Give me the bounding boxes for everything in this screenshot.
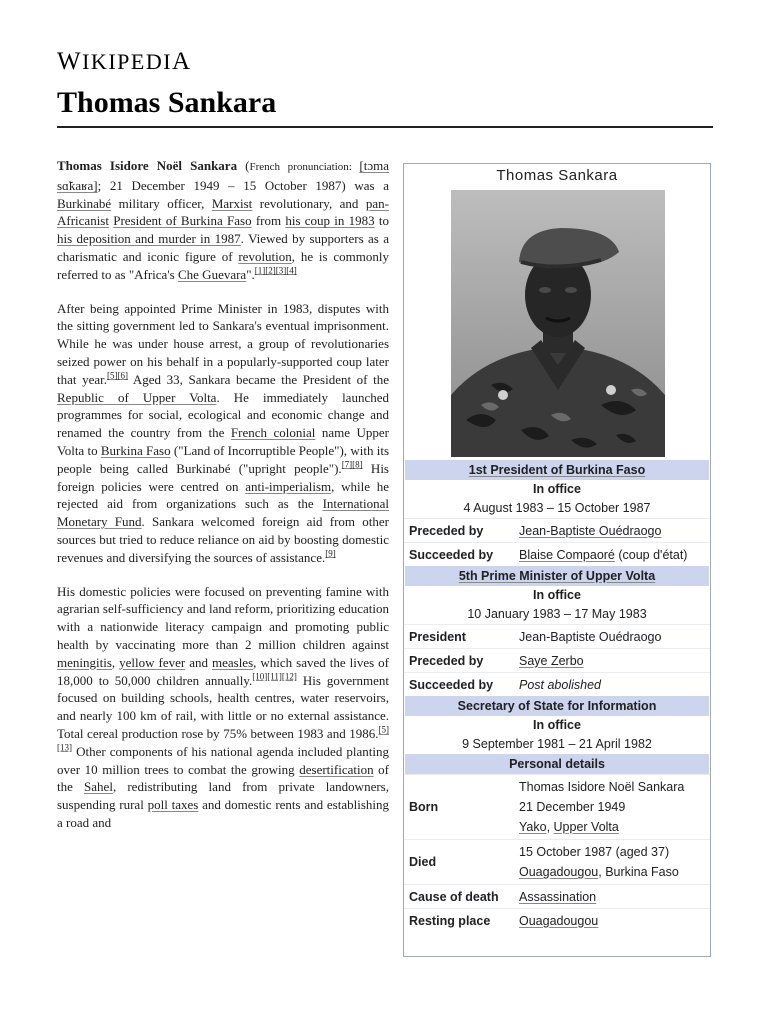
portrait-image [451,190,665,457]
link-republic-of-upper-volta[interactable]: Republic of Upper Volta [57,389,217,405]
wikipedia-wordmark[interactable] [57,48,192,76]
lead-paragraph-3: His domestic policies were focused on preventing famine with agrarian self-sufficiency and land reform, prioritizing education with a nationwide literacy campaign and promoting public health by vaccinating more than 2 million children against meningitis, yellow fever and measles, which saved the lives of 18,000 to 50,000 children annually.[10][11][12] His government focused on building schools, health centres, water reservoirs, and nearly 100 km of rail, with little or no external assistance. Total cereal production rose by 75% between 1983 and 1986.[5][13] Other components of his national agenda included planting over 10 million trees to combat the growing desertification of the Sahel, redistributing land from private landowners, suspending rural poll taxes and domestic rents and establishing a road and [57,583,390,830]
title-divider [57,126,713,128]
term-dates: 10 January 1983 – 17 May 1983 [467,607,647,621]
link-french-colonial[interactable]: French colonial [230,425,316,441]
wordmark-letters: IKIPEDI [82,49,173,74]
link-meningitis[interactable]: meningitis [57,654,112,670]
link-upper-volta[interactable]: Upper Volta [553,820,619,834]
link-poll-taxes[interactable]: poll taxes [147,797,199,813]
succeeded-by-row: Succeeded by Blaise Compaoré (coup d'état) [404,542,710,566]
in-office-label: In office [533,718,581,732]
term-dates: 9 September 1981 – 21 April 1982 [462,737,652,751]
infobox [403,163,711,957]
infobox-title: Thomas Sankara [496,167,618,184]
citation-refs[interactable]: [5][13] [57,724,389,753]
resting-place-row: Resting place Ouagadougou [404,908,710,932]
wordmark-letter-a: A [172,48,192,75]
link-anti-imperialism[interactable]: anti-imperialism [245,478,332,494]
succeeded-by-row: Succeeded by Post abolished [404,672,710,696]
link-predecessor[interactable]: Saye Zerbo [519,653,584,668]
link-resting-place[interactable]: Ouagadougou [519,913,599,928]
died-row: Died 15 October 1987 (aged 37) Ouagadougou, Burkina Faso [404,839,710,884]
in-office-label: In office [533,482,581,496]
link-deposition-1987[interactable]: his deposition and murder in 1987 [57,231,241,247]
citation-refs[interactable]: [5][6] [107,370,128,381]
link-che-guevara[interactable]: Che Guevara [177,266,247,282]
infobox-rows [404,460,710,932]
cause-of-death-row: Cause of death Assassination [404,884,710,908]
term-dates: 4 August 1983 – 15 October 1987 [463,501,651,515]
link-coup-1983[interactable]: his coup in 1983 [285,213,375,229]
link-yako[interactable]: Yako [519,820,547,834]
ipa-link[interactable]: [tɔma sɑ̃kaʁa] [57,158,389,193]
link-president-of-burkina-faso[interactable]: President of Burkina Faso [113,213,252,229]
citation-refs[interactable]: [9] [325,548,336,559]
citation-refs[interactable]: [7][8] [341,459,363,470]
link-predecessor[interactable]: Jean-Baptiste Ouédraogo [519,523,662,538]
link-desertification[interactable]: desertification [299,761,374,777]
link-pan-africanist[interactable]: pan-Africanist [57,195,389,229]
link-yellow-fever[interactable]: yellow fever [119,654,186,670]
office-header-president: 1st President of Burkina Faso [405,460,709,480]
citation-refs[interactable]: [1][2][3][4] [254,265,297,276]
link-revolution[interactable]: revolution [238,248,292,264]
link-ouagadougou[interactable]: Ouagadougou [519,865,599,879]
citation-refs[interactable]: [10][11][12] [252,671,297,682]
link-successor[interactable]: Blaise Compaoré [519,547,615,562]
link-imf[interactable]: International Monetary Fund [57,496,389,530]
article-body [57,157,389,848]
preceded-by-row: Preceded by Saye Zerbo [404,648,710,672]
office-header-prime-minister: 5th Prime Minister of Upper Volta [405,566,709,586]
born-row: Born Thomas Isidore Noël Sankara 21 December 1949 Yako, Upper Volta [404,774,710,839]
wordmark-letter-w: W [57,48,83,75]
pronunciation-label: French pronunciation: [249,161,360,173]
personal-details-header: Personal details [405,754,709,774]
lead-paragraph-2: After being appointed Prime Minister in 1983, disputes with the sitting government led to Sankara's eventual imprisonment. While he was under house arrest, a group of revolutionaries seized power on his behalf in a popularly-supported coup later that year.[5][6] Aged 33, Sankara became the President of the Republic of Upper Volta. He immediately launched programmes for social, ecological and economic change and renamed the country from the French colonial name Upper Volta to Burkina Faso ("Land of Incorruptible People"), with its people being called Burkinabé ("upright people").[7][8] His foreign policies were centred on anti-imperialism, while he rejected aid from organizations such as the International Monetary Fund. Sankara welcomed foreign aid from other sources but tried to reduce reliance on aid by boosting domestic revenues and diversifying the sources of assistance.[9] [57,300,390,565]
lead-paragraph-1: Thomas Isidore Noël Sankara (French pronunciation: [tɔma sɑ̃kaʁa]; 21 December 1949 – 15 October 1987) was a Burkinabé military officer, Marxist revolutionary, and pan-Africanist President of Burkina Faso from his coup in 1983 to his deposition and murder in 1987. Viewed by supporters as a charismatic and iconic figure of revolution, he is commonly referred to as "Africa's Che Guevara".[1][2][3][4] [57,158,389,282]
preceded-by-row: Preceded by Jean-Baptiste Ouédraogo [404,518,710,542]
subject-name: Thomas Isidore Noël Sankara [57,158,238,173]
link-measles[interactable]: measles [211,654,254,670]
link-burkinabe[interactable]: Burkinabé [57,195,112,211]
office-header-secretary: Secretary of State for Information [405,696,709,716]
in-office-label: In office [533,588,581,602]
president-row: President Jean-Baptiste Ouédraogo [404,624,710,648]
link-burkina-faso[interactable]: Burkina Faso [100,442,171,458]
link-assassination[interactable]: Assassination [519,889,597,904]
portrait-photo[interactable] [451,190,665,457]
page-title: Thomas Sankara [57,86,277,119]
link-sahel[interactable]: Sahel [84,779,113,795]
link-marxist[interactable]: Marxist [211,195,253,211]
